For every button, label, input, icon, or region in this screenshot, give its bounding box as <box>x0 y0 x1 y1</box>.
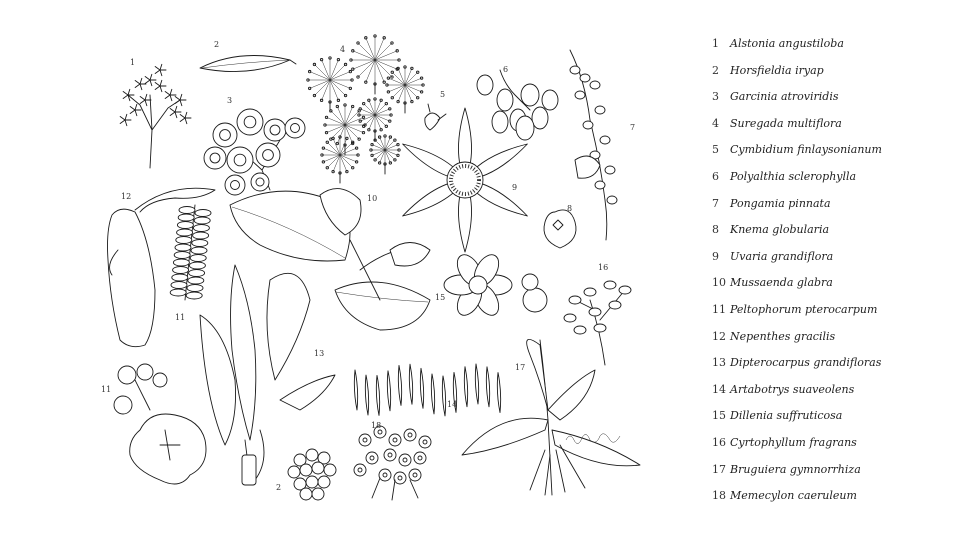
drawing-horsfieldia-fruit <box>288 449 336 500</box>
legend-number: 4 <box>712 116 719 130</box>
legend-item <box>712 409 952 436</box>
legend-species-name: Garcinia atroviridis <box>730 90 839 104</box>
drawing-horsfieldia-leaf <box>200 56 296 72</box>
legend-number: 1 <box>712 37 719 50</box>
legend-species-name: Suregada multiflora <box>730 116 842 130</box>
drawing-peltophorum-leaf <box>170 205 211 300</box>
plate-label-3: 3 <box>227 96 233 105</box>
legend-item <box>712 330 952 357</box>
plate-label-13: 13 <box>314 349 325 358</box>
plate-label-6: 6 <box>503 65 509 74</box>
plate-label-5: 5 <box>440 90 446 99</box>
legend-item <box>712 383 952 410</box>
legend-species-name: Nepenthes gracilis <box>730 329 836 343</box>
legend-item <box>712 463 952 490</box>
legend-species-name: Cymbidium finlaysonianum <box>730 143 882 157</box>
legend-item <box>712 436 952 463</box>
plate-label-8: 8 <box>567 204 573 213</box>
legend-number: 14 <box>712 382 726 396</box>
drawing-suregada <box>307 35 424 183</box>
legend-species-name: Knema globularia <box>730 223 830 237</box>
drawing-memecylon <box>354 426 431 500</box>
legend-item <box>712 170 952 197</box>
legend-number: 10 <box>712 276 726 290</box>
legend-item <box>712 276 952 303</box>
drawing-dillenia <box>444 251 547 320</box>
drawing-mussaenda <box>230 189 430 330</box>
drawing-uvaria <box>403 108 528 252</box>
plate-label-17: 17 <box>515 363 526 372</box>
legend-species-name: Pongamia pinnata <box>730 196 831 210</box>
legend-species-name: Uvaria grandiflora <box>730 249 834 263</box>
plate-label-10: 10 <box>367 194 378 203</box>
drawing-cymbidium <box>425 104 446 130</box>
drawing-alstonia <box>120 64 191 168</box>
legend-item <box>712 117 952 144</box>
legend-species-name: Memecylon caeruleum <box>730 489 857 503</box>
legend-species-name: Horsfieldia iryap <box>730 63 824 77</box>
plate-label-11b: 11 <box>101 385 112 394</box>
drawing-artabotrys <box>354 364 500 416</box>
plate-label-16: 16 <box>598 263 609 272</box>
legend-number: 5 <box>712 143 719 157</box>
drawing-pongamia <box>570 50 617 240</box>
legend-item <box>712 250 952 277</box>
legend-number: 12 <box>712 329 726 343</box>
legend-item <box>712 64 952 91</box>
legend-item <box>712 223 952 250</box>
plate-label-15: 15 <box>435 293 446 302</box>
drawing-bruguiera <box>462 339 640 495</box>
legend-species-name: Alstonia angustiloba <box>730 37 844 50</box>
plate-label-9: 9 <box>512 183 518 192</box>
legend-number: 11 <box>712 302 726 316</box>
drawing-polyalthia <box>477 70 558 140</box>
legend-item <box>712 143 952 170</box>
legend-species-name: Artabotrys suaveolens <box>730 382 855 396</box>
plate-label-1: 1 <box>130 58 136 67</box>
legend-item <box>712 489 952 516</box>
legend-number: 17 <box>712 462 726 476</box>
legend-number: 16 <box>712 435 726 449</box>
plate-label-11: 11 <box>175 313 186 322</box>
drawing-garcinia <box>204 109 305 195</box>
legend-item <box>712 356 952 383</box>
drawing-knema <box>544 210 576 248</box>
plate-label-7: 7 <box>630 123 636 132</box>
plate-label-14: 14 <box>447 400 458 409</box>
legend-number: 9 <box>712 249 719 263</box>
legend-number: 13 <box>712 356 726 370</box>
legend-number: 6 <box>712 169 719 183</box>
legend-item <box>712 303 952 330</box>
legend-species-name: Mussaenda glabra <box>730 276 833 290</box>
species-legend <box>712 37 952 516</box>
legend-species-name: Bruguiera gymnorrhiza <box>730 462 861 476</box>
plate-label-18: 18 <box>371 421 382 430</box>
drawing-cyrtophyllum <box>564 281 631 365</box>
legend-item <box>712 37 952 64</box>
legend-item <box>712 197 952 224</box>
legend-number: 3 <box>712 90 719 104</box>
plate-label-2: 2 <box>214 40 220 49</box>
legend-species-name: Peltophorum pterocarpum <box>730 302 878 316</box>
legend-number: 15 <box>712 409 726 423</box>
legend-species-name: Dillenia suffruticosa <box>730 409 843 423</box>
legend-species-name: Dipterocarpus grandifloras <box>730 356 882 370</box>
plate-label-12: 12 <box>121 192 132 201</box>
legend-number: 2 <box>712 63 719 77</box>
plate-label-2b: 2 <box>276 483 282 492</box>
legend-number: 18 <box>712 489 726 503</box>
legend-number: 8 <box>712 223 719 237</box>
drawing-peltophorum-flower <box>114 364 206 484</box>
plate-label-4: 4 <box>340 45 346 54</box>
legend-item <box>712 90 952 117</box>
legend-number: 7 <box>712 196 719 210</box>
legend-species-name: Cyrtophyllum fragrans <box>730 435 857 449</box>
legend-species-name: Polyalthia sclerophylla <box>730 169 857 183</box>
